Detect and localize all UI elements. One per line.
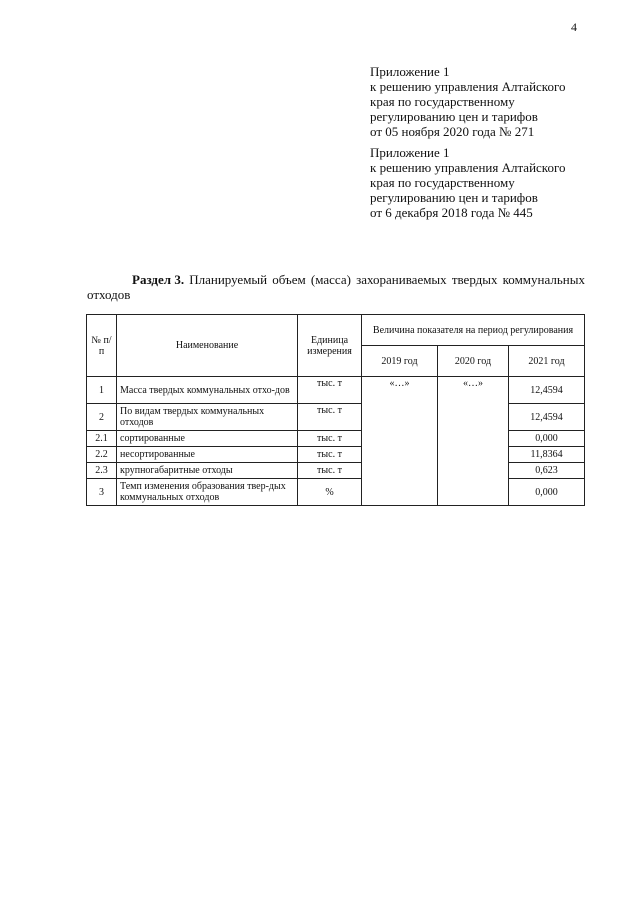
table-row xyxy=(87,479,585,506)
appendix-line: от 05 ноября 2020 года № 271 xyxy=(370,124,535,139)
row-name: По видам твердых коммунальных отходов xyxy=(117,404,298,431)
row-name: Темп изменения образования твер-дых коммунальных отходов xyxy=(117,479,298,506)
row-unit: тыс. т xyxy=(298,431,362,447)
row-number: 2.1 xyxy=(87,431,117,447)
row-value-2021: 12,4594 xyxy=(509,404,585,431)
table-row xyxy=(87,447,585,463)
table-row xyxy=(87,404,585,431)
appendix-original-header xyxy=(370,145,565,220)
header-year-2020: 2020 год xyxy=(438,346,509,377)
row-number: 2.2 xyxy=(87,447,117,463)
row-unit: тыс. т xyxy=(298,447,362,463)
row-value-2021: 0,000 xyxy=(509,431,585,447)
row-value-2021: 11,8364 xyxy=(509,447,585,463)
row-unit: % xyxy=(298,479,362,506)
appendix-line: регулированию цен и тарифов xyxy=(370,190,538,205)
section-word: объем xyxy=(272,272,306,287)
waste-volume-table xyxy=(86,314,585,506)
header-unit: Единица измерения xyxy=(298,315,362,377)
row-number: 1 xyxy=(87,377,117,404)
row-number: 2 xyxy=(87,404,117,431)
table-row xyxy=(87,431,585,447)
row-unit: тыс. т xyxy=(298,463,362,479)
row-unit: тыс. т xyxy=(298,404,362,431)
appendix-line: края по государственному xyxy=(370,94,515,109)
section-word: захораниваемых xyxy=(356,272,447,287)
section-title-line2: отходов xyxy=(87,287,131,302)
header-name: Наименование xyxy=(117,315,298,377)
section-word: коммунальных xyxy=(502,272,585,287)
appendix-line: края по государственному xyxy=(370,175,515,190)
row-value-2021: 12,4594 xyxy=(509,377,585,404)
appendix-line: Приложение 1 xyxy=(370,145,450,160)
header-year-2021: 2021 год xyxy=(509,346,585,377)
row-name: Масса твердых коммунальных отхо-дов xyxy=(117,377,298,404)
value-2019-placeholder: «…» xyxy=(362,377,438,506)
section-word: (масса) xyxy=(310,272,351,287)
row-number: 2.3 xyxy=(87,463,117,479)
row-unit: тыс. т xyxy=(298,377,362,404)
page-number: 4 xyxy=(571,20,577,34)
row-number: 3 xyxy=(87,479,117,506)
row-value-2021: 0,000 xyxy=(509,479,585,506)
header-year-2019: 2019 год xyxy=(362,346,438,377)
section-word: твердых xyxy=(451,272,498,287)
header-number: № п/п xyxy=(87,315,117,377)
section-heading xyxy=(87,272,585,302)
row-name: несортированные xyxy=(117,447,298,463)
appendix-line: к решению управления Алтайского xyxy=(370,79,566,94)
section-word: Планируемый xyxy=(189,272,268,287)
appendix-line: регулированию цен и тарифов xyxy=(370,109,538,124)
row-name: крупногабаритные отходы xyxy=(117,463,298,479)
table-row xyxy=(87,463,585,479)
appendix-line: от 6 декабря 2018 года № 445 xyxy=(370,205,533,220)
section-label: Раздел 3. xyxy=(132,272,185,287)
table-row xyxy=(87,377,585,404)
row-value-2021: 0,623 xyxy=(509,463,585,479)
appendix-line: Приложение 1 xyxy=(370,64,450,79)
appendix-current-header xyxy=(370,64,565,139)
appendix-line: к решению управления Алтайского xyxy=(370,160,566,175)
row-name: сортированные xyxy=(117,431,298,447)
value-2020-placeholder: «…» xyxy=(438,377,509,506)
header-period: Величина показателя на период регулирования xyxy=(362,315,585,346)
